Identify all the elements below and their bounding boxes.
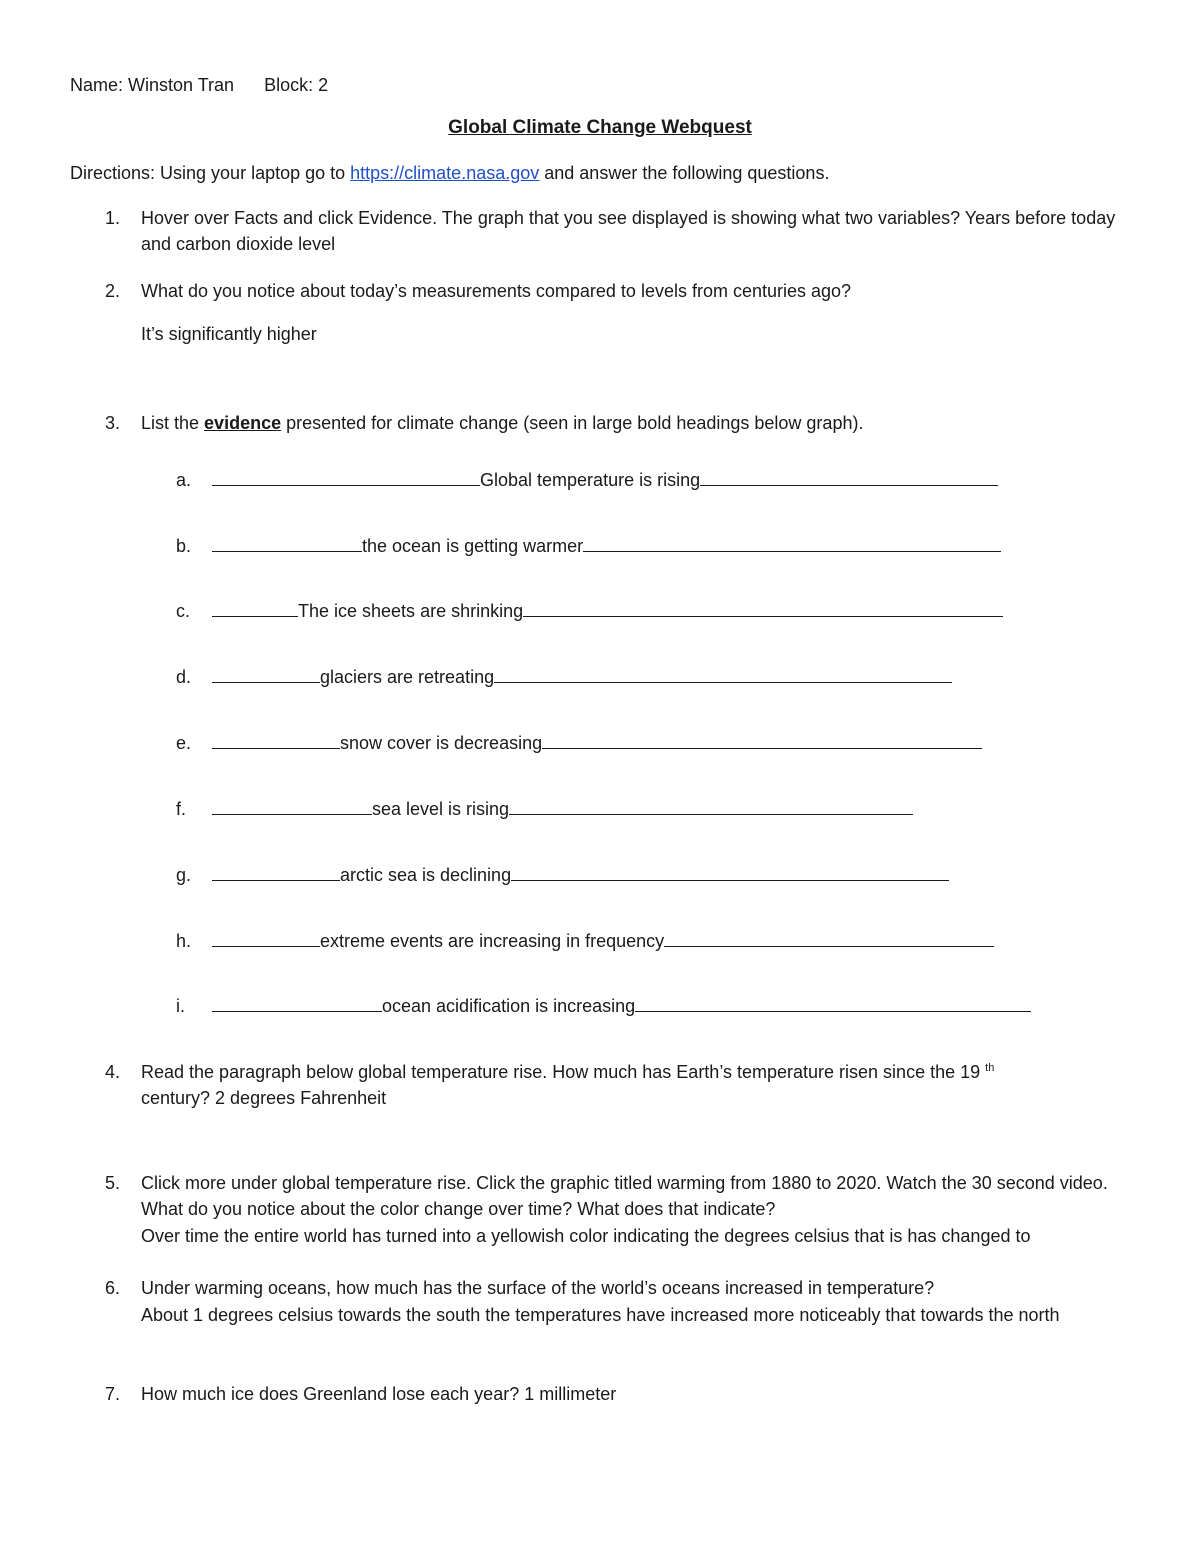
evidence-item-h [176,928,994,954]
blank-line [700,467,998,486]
nasa-climate-link[interactable]: https://climate.nasa.gov [350,163,540,183]
question-text: Under warming oceans, how much has the surface of the world’s oceans increased in temperature? [141,1278,935,1298]
blank-line [635,993,1031,1012]
blank-line [212,928,320,947]
answer-text: sea level is rising [372,799,510,819]
blank-line [542,730,982,749]
question-text: Hover over Facts and click Evidence. The graph that you see displayed is showing what two variables? Years before today and carbon dioxide level [141,208,1116,254]
question-number: 7. [105,1384,121,1404]
answer-text: It’s significantly higher [141,324,317,344]
evidence-item-b [176,533,1001,559]
answer-text: extreme events are increasing in frequency [320,931,665,951]
answer-text: The ice sheets are shrinking [298,601,524,621]
evidence-item-f [176,796,913,822]
question-number: 5. [105,1173,121,1193]
blank-line [212,664,320,683]
blank-line [212,467,480,486]
evidence-emphasis: evidence [204,413,282,433]
evidence-item-g [176,862,949,888]
item-letter: e. [176,733,192,753]
question-text-a: Read the paragraph below global temperature rise. How much has Earth’s temperature risen since the 19 [141,1062,981,1082]
question-number: 3. [105,413,121,433]
answer-text: arctic sea is declining [340,865,512,885]
student-name: Name: Winston Tran [70,75,235,95]
answer-text: snow cover is decreasing [340,733,543,753]
item-letter: b. [176,536,192,556]
student-header [70,72,328,98]
blank-line [212,993,382,1012]
evidence-item-a [176,467,998,493]
blank-line [664,928,994,947]
question-number: 1. [105,208,121,228]
answer-text: the ocean is getting warmer [362,536,584,556]
item-letter: g. [176,865,192,885]
blank-line [212,862,340,881]
blank-line [212,796,372,815]
directions-prefix: Directions: Using your laptop go to [70,163,351,183]
worksheet-title: Global Climate Change Webquest [448,117,752,138]
question-text-b: century? 2 degrees Fahrenheit [141,1088,387,1108]
directions-suffix: and answer the following questions. [539,163,830,183]
item-letter: i. [176,996,185,1016]
answer-text: ocean acidification is increasing [382,996,636,1016]
question-text: What do you notice about today’s measurements compared to levels from centuries ago? [141,281,852,301]
answer-text: Global temperature is rising [480,470,701,490]
question-text: Click more under global temperature rise. Click the graphic titled warming from 1880 to 2020. Watch the 30 second video. What do you notice about the color change over time? What does that indicate? [141,1173,1108,1219]
blank-line [511,862,949,881]
item-letter: h. [176,931,192,951]
item-letter: d. [176,667,192,687]
block-number: Block: 2 [264,75,329,95]
blank-line [212,730,340,749]
evidence-item-d [176,664,952,690]
question-text: How much ice does Greenland lose each year? 1 millimeter [141,1384,617,1404]
question-text [141,410,1131,436]
blank-line [494,664,952,683]
question-number: 2. [105,281,121,301]
answer-text: About 1 degrees celsius towards the south the temperatures have increased more noticeably that towards the north [141,1305,1060,1325]
blank-line [212,533,362,552]
ordinal-superscript: th [985,1062,995,1074]
evidence-item-e [176,730,982,756]
evidence-item-c [176,598,1003,624]
question-number: 4. [105,1062,121,1082]
question-suffix: presented for climate change (seen in large bold headings below graph). [281,413,864,433]
item-letter: c. [176,601,191,621]
blank-line [212,598,298,617]
blank-line [509,796,913,815]
answer-text: Over time the entire world has turned into a yellowish color indicating the degrees celsius that is has changed to [141,1226,1031,1246]
evidence-item-i [176,993,1031,1019]
directions [70,160,829,186]
question-text [141,1059,1131,1111]
question-prefix: List the [141,413,205,433]
blank-line [523,598,1003,617]
answer-text: glaciers are retreating [320,667,495,687]
item-letter: f. [176,799,187,819]
blank-line [583,533,1001,552]
question-number: 6. [105,1278,121,1298]
item-letter: a. [176,470,192,490]
